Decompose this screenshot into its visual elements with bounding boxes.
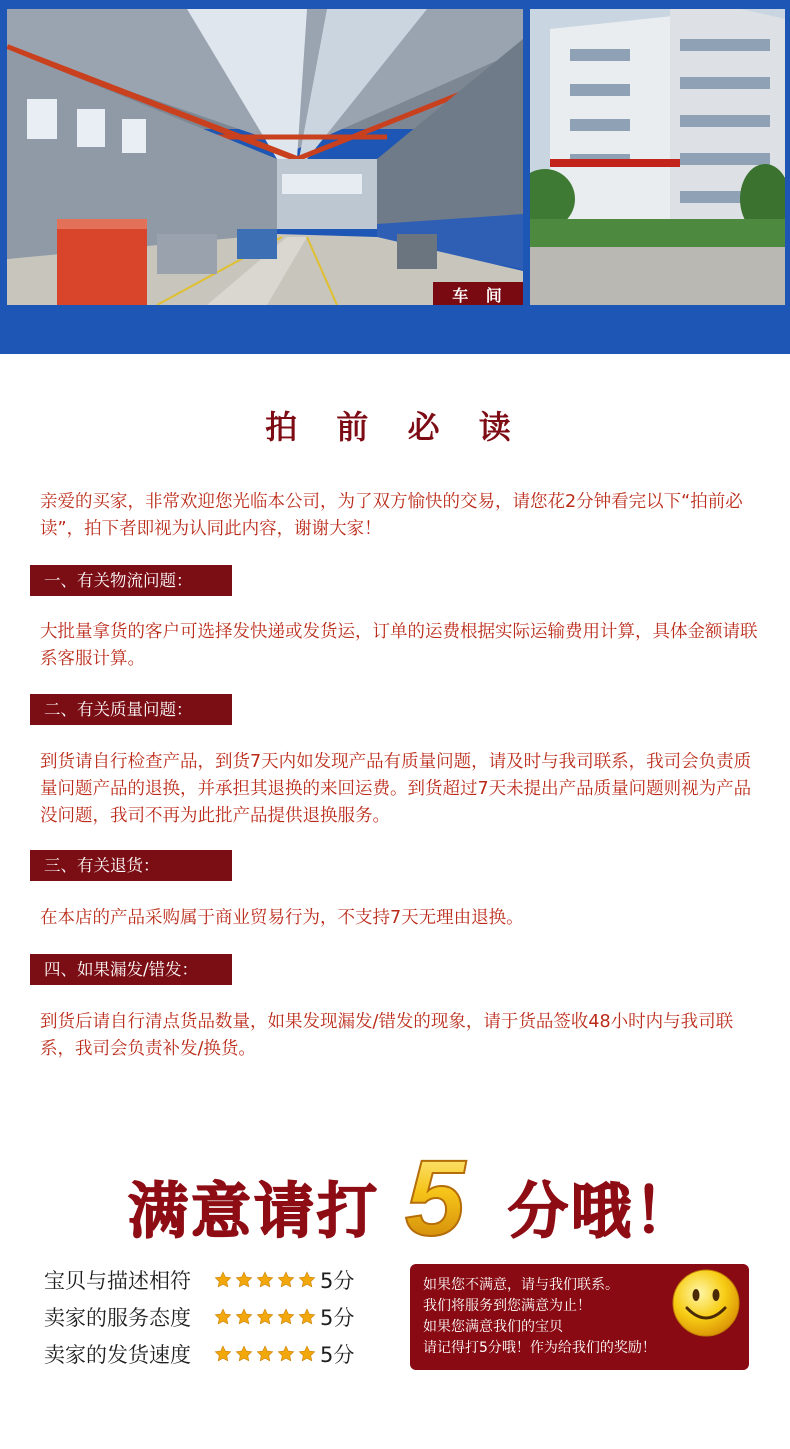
rating-title-number: 5 (405, 1140, 466, 1250)
star-icon (235, 1271, 253, 1289)
message-line: 我们将服务到您满意为止！ (423, 1298, 591, 1314)
star-icon (256, 1308, 274, 1326)
workshop-caption: 车 间 (433, 282, 523, 305)
section-text-returns: 在本店的产品采购属于商业贸易行为，不支持7天无理由退换。 (40, 908, 524, 928)
section-heading-missing-items: 四、如果漏发/错发： (30, 954, 232, 985)
rating-row-service (44, 1302, 354, 1332)
message-line: 如果您满意我们的宝贝 (423, 1319, 563, 1335)
rating-label: 卖家的发货速度 (44, 1343, 191, 1367)
rating-score: 5分 (320, 1343, 355, 1367)
office-building-photo (530, 9, 785, 305)
intro-text: 亲爱的买家，非常欢迎您光临本公司，为了双方愉快的交易，请您花2分钟看完以下“拍前必读”，拍下者即视为认同此内容，谢谢大家！ (40, 492, 743, 539)
rating-label: 宝贝与描述相符 (44, 1269, 191, 1293)
star-rating (214, 1345, 316, 1363)
rating-title (0, 1140, 790, 1250)
star-icon (298, 1271, 316, 1289)
photo-banner (0, 0, 790, 354)
star-icon (214, 1308, 232, 1326)
rating-row-description (44, 1265, 354, 1295)
star-icon (277, 1308, 295, 1326)
rating-title-right: 分哦！ (508, 1178, 697, 1245)
message-line: 如果您不满意，请与我们联系。 (423, 1277, 619, 1293)
star-icon (277, 1345, 295, 1363)
rating-title-left: 满意请打 (128, 1178, 380, 1245)
star-icon (256, 1271, 274, 1289)
star-icon (298, 1345, 316, 1363)
rating-score: 5分 (320, 1306, 355, 1330)
section-heading-returns: 三、有关退货： (30, 850, 232, 881)
section-text-logistics: 大批量拿货的客户可选择发快递或发货运，订单的运费根据实际运输费用计算，具体金额请联系客服计算。 (40, 622, 758, 669)
section-text-quality: 到货请自行检查产品，到货7天内如发现产品有质量问题，请及时与我司联系，我司会负责质量问题产品的退换，并承担其退换的来回运费。到货超过7天未提出产品质量问题则视为产品没问题，我司不再为此批产品提供退换服务。 (40, 752, 752, 826)
star-icon (235, 1345, 253, 1363)
star-rating (214, 1308, 316, 1326)
message-line: 请记得打5分哦！作为给我们的奖励！ (423, 1340, 656, 1356)
rating-label: 卖家的服务态度 (44, 1306, 191, 1330)
section-text-missing-items: 到货后请自行清点货品数量，如果发现漏发/错发的现象，请于货品签收48小时内与我司联系，我司会负责补发/换货。 (40, 1012, 734, 1059)
satisfaction-message-box (410, 1264, 749, 1370)
star-icon (235, 1308, 253, 1326)
notice-title: 拍 前 必 读 (265, 408, 525, 446)
star-icon (256, 1345, 274, 1363)
star-rating (214, 1271, 316, 1289)
smiley-face-icon (671, 1268, 741, 1338)
workshop-photo (7, 9, 523, 305)
star-icon (214, 1271, 232, 1289)
section-heading-logistics: 一、有关物流问题： (30, 565, 232, 596)
star-icon (298, 1308, 316, 1326)
star-icon (214, 1345, 232, 1363)
section-heading-quality: 二、有关质量问题： (30, 694, 232, 725)
star-icon (277, 1271, 295, 1289)
rating-score: 5分 (320, 1269, 355, 1293)
rating-row-shipping (44, 1339, 354, 1369)
